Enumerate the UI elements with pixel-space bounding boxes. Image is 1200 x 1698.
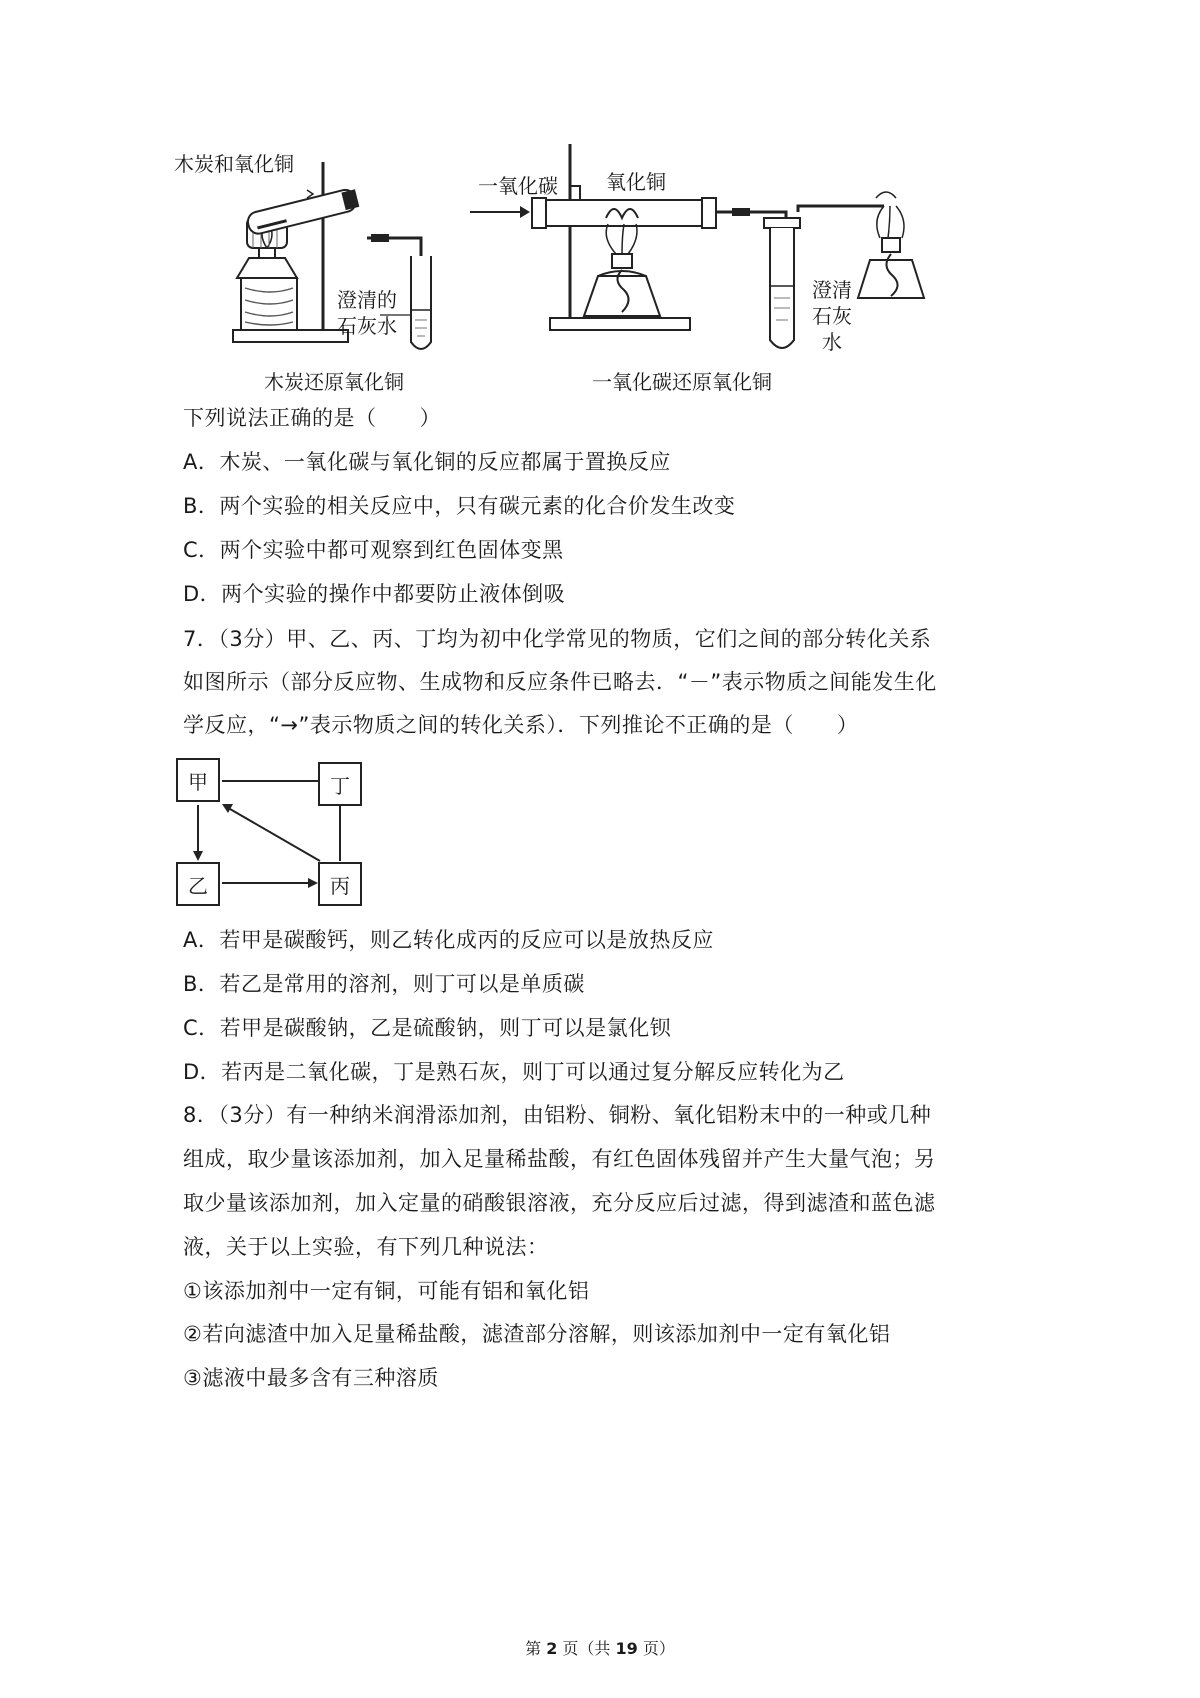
footer-total-pages: 19 — [615, 1639, 638, 1658]
caption-charcoal-reduction: 木炭还原氧化铜 — [264, 370, 404, 394]
q7-option-c: C．若甲是碳酸钠，乙是硫酸钠，则丁可以是氯化钡 — [183, 1016, 672, 1040]
label-copper-oxide: 氧化铜 — [606, 170, 666, 194]
node-yi: 乙 — [176, 862, 220, 906]
node-jia: 甲 — [176, 758, 220, 802]
label-carbon-monoxide: 一氧化碳 — [478, 174, 558, 198]
q7-stem-line-3: 学反应，“→”表示物质之间的转化关系）．下列推论不正确的是（ ） — [183, 713, 859, 737]
q7-stem-line-2: 如图所示（部分反应物、生成物和反应条件已略去．“－”表示物质之间能发生化 — [183, 670, 937, 694]
q8-statement-3: ③滤液中最多含有三种溶质 — [183, 1366, 439, 1390]
q8-stem-line-4: 液，关于以上实验，有下列几种说法： — [183, 1235, 549, 1259]
page-footer — [0, 1636, 1200, 1659]
q8-stem-line-3: 取少量该添加剂，加入定量的硝酸银溶液，充分反应后过滤，得到滤渣和蓝色滤 — [183, 1191, 936, 1215]
label-limewater-1: 澄清的 — [337, 288, 397, 312]
q7-option-d: D．若丙是二氧化碳，丁是熟石灰，则丁可以通过复分解反应转化为乙 — [183, 1060, 845, 1084]
q6-option-a: A．木炭、一氧化碳与氧化铜的反应都属于置换反应 — [183, 450, 671, 474]
node-bing: 丙 — [318, 862, 362, 906]
footer-suffix: 页） — [642, 1639, 675, 1658]
caption-co-reduction: 一氧化碳还原氧化铜 — [592, 370, 772, 394]
label-limewater-r2: 石灰 — [812, 304, 852, 328]
footer-mid: 页（共 — [562, 1639, 611, 1658]
q8-statement-2: ②若向滤渣中加入足量稀盐酸，滤渣部分溶解，则该添加剂中一定有氧化铝 — [183, 1322, 891, 1346]
label-limewater-r3: 水 — [822, 330, 842, 354]
node-ding: 丁 — [318, 762, 362, 806]
q6-option-c: C．两个实验中都可观察到红色固体变黑 — [183, 538, 564, 562]
footer-prefix: 第 — [525, 1639, 542, 1658]
q8-stem-line-2: 组成，取少量该添加剂，加入足量稀盐酸，有红色固体残留并产生大量气泡；另 — [183, 1147, 936, 1171]
label-charcoal-copper-oxide: 木炭和氧化铜 — [174, 152, 294, 176]
q6-option-b: B．两个实验的相关反应中，只有碳元素的化合价发生改变 — [183, 494, 736, 518]
q6-stem: 下列说法正确的是（ ） — [183, 406, 441, 430]
co-apparatus-drawing — [466, 136, 946, 361]
label-limewater-r1: 澄清 — [812, 278, 852, 302]
q7-stem-line-1: 7．（3分）甲、乙、丙、丁均为初中化学常见的物质，它们之间的部分转化关系 — [183, 627, 932, 651]
q8-stem-line-1: 8．（3分）有一种纳米润滑添加剂，由铝粉、铜粉、氧化铝粉末中的一种或几种 — [183, 1103, 932, 1127]
q6-option-d: D．两个实验的操作中都要防止液体倒吸 — [183, 582, 566, 606]
q7-option-a: A．若甲是碳酸钙，则乙转化成丙的反应可以是放热反应 — [183, 928, 714, 952]
q7-option-b: B．若乙是常用的溶剂，则丁可以是单质碳 — [183, 972, 585, 996]
q8-statement-1: ①该添加剂中一定有铜，可能有铝和氧化铝 — [183, 1279, 590, 1303]
label-limewater-2: 石灰水 — [337, 314, 397, 338]
footer-page-number: 2 — [546, 1639, 558, 1658]
